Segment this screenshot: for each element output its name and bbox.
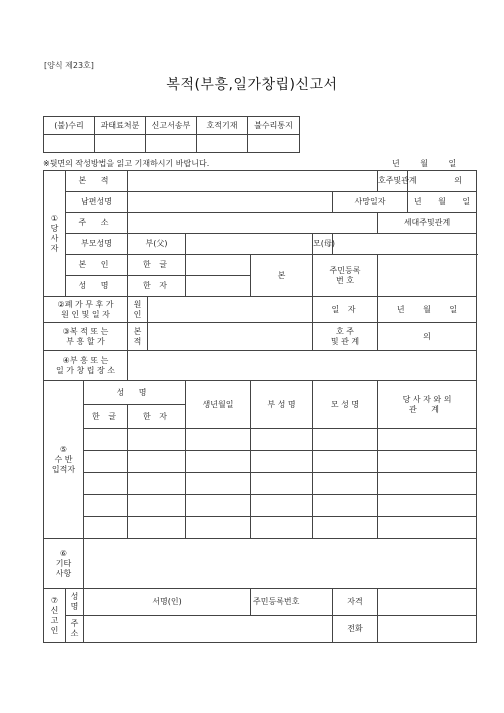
reporter-char-1: 신: [50, 605, 59, 615]
extinct-house-label-1: ②폐 가 무 후 가: [57, 299, 114, 309]
other-matters-field[interactable]: [84, 539, 477, 589]
extinct-house-label: [44, 297, 128, 323]
party-char-3: 자: [50, 243, 59, 253]
reporter-rrn-field[interactable]: [251, 589, 333, 616]
origin-field[interactable]: [148, 323, 313, 351]
founding-place-label-2: 일 가 창 립 장 소: [55, 365, 116, 375]
reporter-address-label: [66, 616, 84, 643]
accompanying-mother-field[interactable]: [313, 517, 378, 539]
spouse-name-label: 남편성명: [66, 192, 128, 213]
office-col-reject: 불수리통지: [248, 117, 300, 135]
accompanying-relation-field[interactable]: [378, 495, 477, 517]
death-date-label: 사망일자: [333, 192, 408, 213]
accompanying-hangul-field[interactable]: [84, 495, 128, 517]
rrn-label-1: 주민등록: [329, 265, 361, 275]
mother-label: 모(母): [313, 234, 333, 255]
accompanying-mother-field[interactable]: [313, 473, 378, 495]
hanja-label: 한 자: [128, 276, 186, 297]
cause-label-1: 원: [133, 299, 142, 309]
reporter-name-label-1: 성: [70, 592, 79, 601]
reporter-rrn-label: 주민등록번호: [253, 597, 300, 606]
accompanying-father-field[interactable]: [251, 473, 313, 495]
extinct-date-ymd: 년 월 일: [396, 304, 458, 314]
restore-hoju-field[interactable]: [378, 323, 477, 351]
household-relation-label: 세대주및관계: [378, 213, 477, 234]
accompanying-relation-field[interactable]: [378, 517, 477, 539]
self-hanja-field[interactable]: [186, 276, 251, 297]
origin-label-2: 적: [133, 336, 142, 346]
reporter-name-label-2: 명: [70, 602, 79, 611]
rrn-label: [313, 255, 378, 297]
honjeok-field[interactable]: [128, 171, 378, 192]
hoju-relation-field[interactable]: [408, 171, 477, 192]
office-col-forward: 신고서송부: [146, 117, 197, 135]
hoju-relation-label: 호주및관계: [378, 171, 408, 192]
accompanying-birth-field[interactable]: [186, 473, 251, 495]
reporter-qualification-field[interactable]: [378, 589, 477, 616]
name-label: 성 명: [66, 276, 128, 297]
bon-gwan-label: 본: [251, 255, 313, 297]
restore-house-label: [44, 323, 128, 351]
accompanying-mother-field[interactable]: [313, 495, 378, 517]
restore-house-label-2: 부 흥 할 가: [66, 336, 105, 346]
extinct-date-label: 일 자: [313, 297, 378, 323]
reporter-address-field[interactable]: [84, 616, 333, 643]
other-matters-num: ⑥: [59, 548, 68, 558]
form-number: [양식 제23호]: [44, 61, 94, 70]
father-label: 부(父): [128, 234, 186, 255]
founding-place-label-1: ④부 흥 또 는: [62, 355, 109, 365]
accompanying-father-field[interactable]: [251, 517, 313, 539]
other-matters-label-2: 사항: [55, 568, 72, 578]
cause-field[interactable]: [148, 297, 313, 323]
restore-hoju-label: [313, 323, 378, 351]
reporter-address-label-2: 소: [70, 629, 79, 638]
accompanying-hanja-field[interactable]: [128, 495, 186, 517]
accompanying-relation-field[interactable]: [378, 429, 477, 451]
cause-label-2: 인: [133, 309, 142, 319]
accompanying-father-field[interactable]: [251, 451, 313, 473]
party-char-1: 당: [50, 223, 59, 233]
reporter-phone-label: 전화: [333, 616, 378, 643]
accompanying-hanja-field[interactable]: [128, 429, 186, 451]
hoju-ui: 의: [454, 176, 463, 185]
address-label: 주 소: [66, 213, 128, 234]
office-cell[interactable]: [146, 135, 197, 153]
rrn-label-2: 번 호: [336, 275, 355, 285]
reporter-address-label-1: 주: [70, 619, 79, 628]
accompanying-label-1: 수 반: [54, 454, 73, 464]
reporter-section-label: [44, 589, 66, 643]
report-date: 년 월 일: [392, 159, 457, 168]
address-field[interactable]: [128, 213, 378, 234]
party-char-2: 사: [50, 233, 59, 243]
father-name-field[interactable]: [186, 234, 313, 255]
mother-name-header: 모 성 명: [313, 381, 378, 429]
death-date-field[interactable]: [408, 192, 477, 213]
relation-header-2: 관 계: [409, 404, 446, 414]
main-form-table: [43, 170, 477, 643]
extinct-house-label-2: 원 인 및 일 자: [61, 309, 110, 319]
relation-header: [378, 381, 477, 429]
office-cell[interactable]: [197, 135, 248, 153]
founding-place-field[interactable]: [128, 351, 477, 381]
office-processing-table: [43, 116, 300, 153]
father-name-header: 부 성 명: [251, 381, 313, 429]
office-col-fine: 과태료처분: [95, 117, 146, 135]
origin-label-1: 본: [133, 326, 142, 336]
accompanying-hanja-field[interactable]: [128, 451, 186, 473]
rrn-field[interactable]: [378, 255, 477, 297]
reporter-name-label: [66, 589, 84, 616]
accompanying-hangul-field[interactable]: [84, 451, 128, 473]
accompanying-father-field[interactable]: [251, 429, 313, 451]
accompanying-relation-field[interactable]: [378, 451, 477, 473]
accompanying-name-header: 성 명: [84, 381, 186, 405]
accompanying-mother-field[interactable]: [313, 451, 378, 473]
restore-hoju-ui: 의: [423, 331, 431, 341]
party-section-label: [44, 171, 66, 297]
founding-place-label: [44, 351, 128, 381]
birth-date-header: 생년월일: [186, 381, 251, 429]
parents-label: 부모성명: [66, 234, 128, 255]
reporter-char-3: 인: [50, 625, 59, 635]
reporter-qualification-label: 자격: [333, 589, 378, 616]
accompanying-hanja-field[interactable]: [128, 473, 186, 495]
relation-header-1: 당 사 자 와 의: [402, 394, 452, 404]
other-matters-label-1: 기타: [55, 558, 72, 568]
instruction-note: ※뒷면의 작성방법을 읽고 기재하시기 바랍니다.: [43, 159, 210, 168]
self-label: 본 인: [66, 255, 128, 276]
honjeok-label: 본 적: [66, 171, 128, 192]
signature-seal: 서명(인): [152, 597, 182, 606]
self-hangul-field[interactable]: [186, 255, 251, 276]
office-cell[interactable]: [95, 135, 146, 153]
form-title: 복적(부흥,일가창립)신고서: [166, 77, 338, 93]
reporter-signature-field[interactable]: [84, 589, 251, 616]
accompanying-hangul-field[interactable]: [84, 429, 128, 451]
accompanying-birth-field[interactable]: [186, 429, 251, 451]
death-date-ymd: 년 월 일: [413, 197, 471, 206]
office-col-record: 호적기재: [197, 117, 248, 135]
accompanying-birth-field[interactable]: [186, 451, 251, 473]
accompanying-num: ⑤: [59, 444, 68, 454]
extinct-date-field[interactable]: [378, 297, 477, 323]
accompanying-hanja-field[interactable]: [128, 517, 186, 539]
office-cell[interactable]: [44, 135, 95, 153]
accompanying-hangul-field[interactable]: [84, 473, 128, 495]
accompanying-section-label: [44, 381, 84, 539]
accompanying-birth-field[interactable]: [186, 495, 251, 517]
party-num: ①: [50, 213, 59, 223]
reporter-phone-field[interactable]: [378, 616, 477, 643]
other-matters-label: [44, 539, 84, 589]
reporter-char-2: 고: [50, 615, 59, 625]
accompanying-hangul-header: 한 글: [84, 405, 128, 429]
reporter-num: ⑦: [50, 595, 59, 605]
spouse-name-field[interactable]: [128, 192, 333, 213]
accompanying-father-field[interactable]: [251, 495, 313, 517]
restore-hoju-label-2: 및 관 계: [330, 336, 360, 346]
accompanying-hanja-header: 한 자: [128, 405, 186, 429]
restore-hoju-label-1: 호 주: [336, 326, 355, 336]
origin-label: [128, 323, 148, 351]
accompanying-hangul-field[interactable]: [84, 517, 128, 539]
restore-house-label-1: ③복 적 또 는: [62, 326, 109, 336]
office-cell[interactable]: [248, 135, 300, 153]
office-col-accept: (불)수리: [44, 117, 95, 135]
accompanying-mother-field[interactable]: [313, 429, 378, 451]
cause-label: [128, 297, 148, 323]
accompanying-birth-field[interactable]: [186, 517, 251, 539]
accompanying-label-2: 입적자: [51, 464, 76, 474]
accompanying-relation-field[interactable]: [378, 473, 477, 495]
mother-name-field[interactable]: [333, 234, 477, 255]
hangul-label: 한 글: [128, 255, 186, 276]
